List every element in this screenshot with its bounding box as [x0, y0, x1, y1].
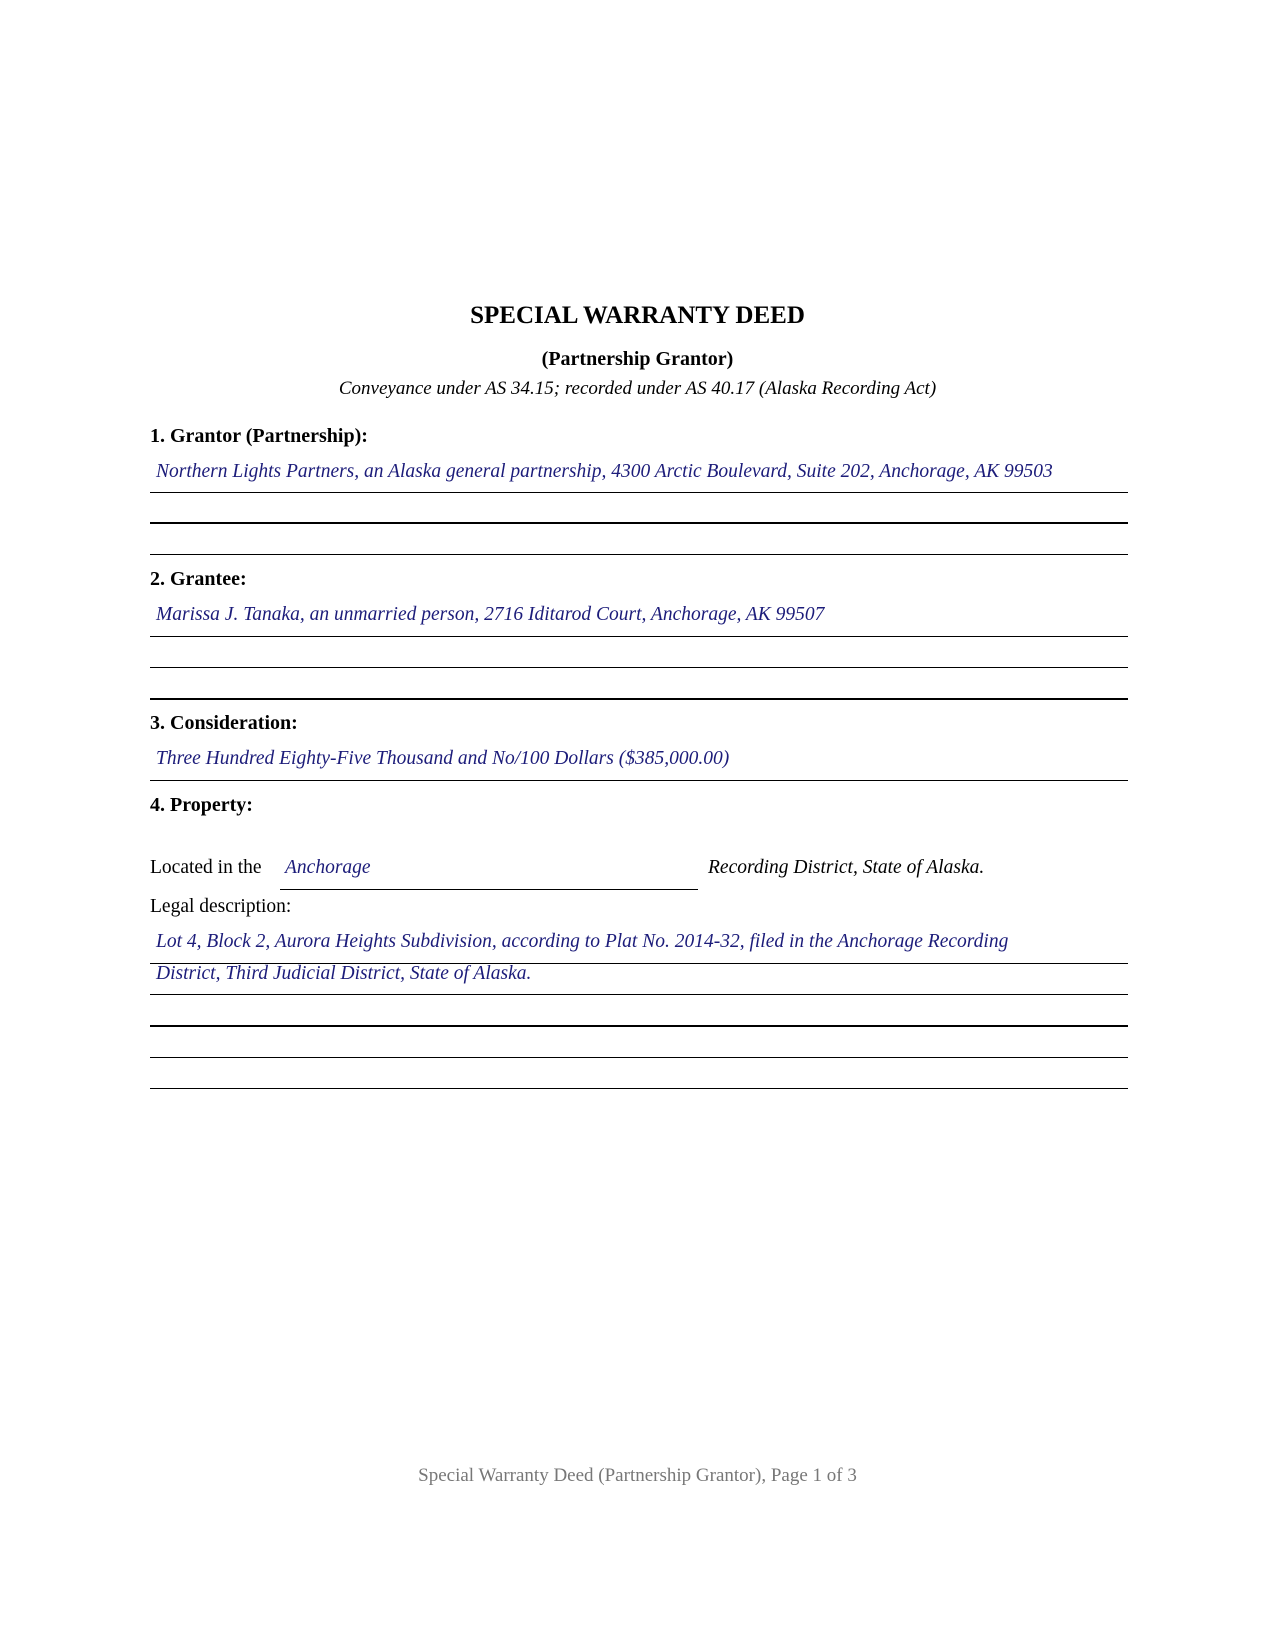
grantee-line-2 [150, 667, 1128, 668]
consideration-field[interactable]: Three Hundred Eighty-Five Thousand and No/100 Dollars ($385,000.00) [156, 748, 730, 769]
grantee-heading: 2. Grantee: [150, 568, 247, 590]
grantor-field[interactable]: Northern Lights Partners, an Alaska general partnership, 4300 Arctic Boulevard, Suite 202, Anchorage, AK 99503 [156, 461, 1053, 482]
document-title: SPECIAL WARRANTY DEED [470, 302, 805, 329]
page-footer: Special Warranty Deed (Partnership Grantor), Page 1 of 3 [418, 1465, 857, 1486]
recording-district-line [280, 889, 698, 890]
legal-description-line-2[interactable]: District, Third Judicial District, State of Alaska. [156, 963, 532, 984]
statute-note: Conveyance under AS 34.15; recorded under AS 40.17 (Alaska Recording Act) [338, 378, 937, 399]
legal-line-2 [150, 994, 1128, 995]
grantor-line-1 [150, 492, 1128, 493]
grantor-line-2 [150, 522, 1128, 524]
property-heading: 4. Property: [150, 794, 253, 816]
grantee-field[interactable]: Marissa J. Tanaka, an unmarried person, 2716 Iditarod Court, Anchorage, AK 99507 [156, 604, 825, 625]
consideration-heading: 3. Consideration: [150, 712, 298, 734]
grantor-heading: 1. Grantor (Partnership): [150, 425, 368, 447]
legal-line-5 [150, 1088, 1128, 1089]
document-subtitle: (Partnership Grantor) [541, 348, 734, 370]
grantor-line-3 [150, 554, 1128, 555]
legal-description-label: Legal description: [150, 896, 292, 917]
legal-description-line-1[interactable]: Lot 4, Block 2, Aurora Heights Subdivision, according to Plat No. 2014-32, filed in the Anchorage Recording [156, 931, 1009, 952]
legal-line-4 [150, 1057, 1128, 1058]
legal-line-3 [150, 1025, 1128, 1027]
grantee-line-3 [150, 698, 1128, 700]
located-prefix: Located in the [150, 857, 262, 878]
located-suffix: Recording District, State of Alaska. [708, 857, 985, 878]
consideration-line [150, 780, 1128, 781]
recording-district-field[interactable]: Anchorage [285, 857, 371, 878]
grantee-line-1 [150, 636, 1128, 637]
